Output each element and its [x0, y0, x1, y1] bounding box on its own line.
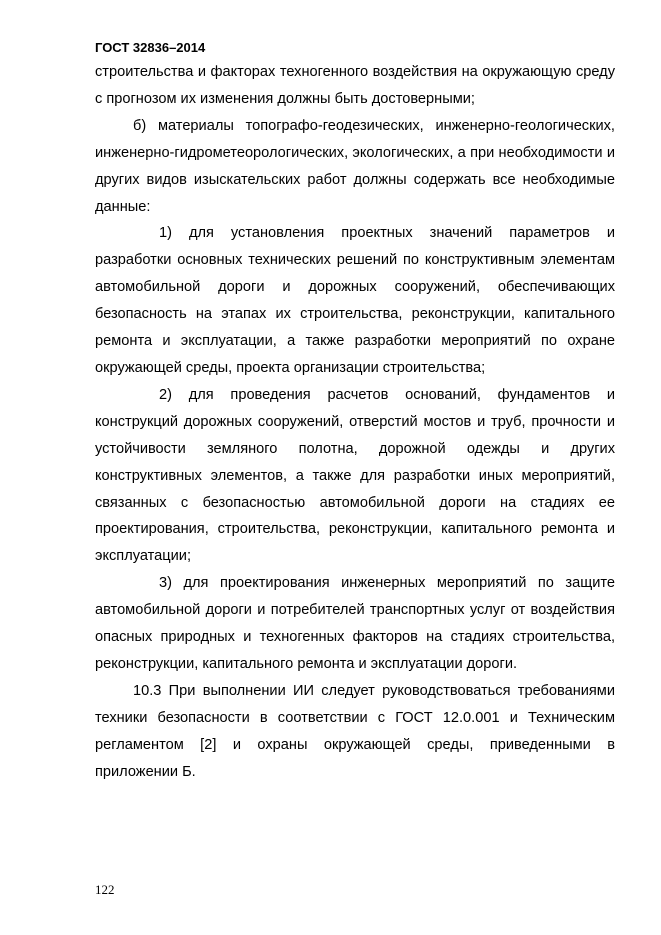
- document-header: ГОСТ 32836–2014: [95, 40, 206, 55]
- paragraph-subitem-1: 1) для установления проектных значений параметров и разработки основных технических решений по конструктивным элементам автомобильной дороги и дорожных сооружений, обеспечивающих безопасность на этапах их строительства, реконструкции, капитального ремонта и эксплуатации, а также разработки мероприятий по охране окружающей среды, проекта организации строительства;: [95, 225, 615, 376]
- paragraph-clause-10-3: 10.3 При выполнении ИИ следует руководствоваться требованиями техники безопасности в соответствии с ГОСТ 12.0.001 и Техническим регламентом [2] и охраны окружающей среды, приведенными в приложении Б.: [95, 682, 615, 780]
- paragraph-continuation: строительства и факторах техногенного воздействия на окружающую среду с прогнозом их изменения должны быть достоверными;: [95, 64, 615, 107]
- page-number: 122: [95, 882, 115, 897]
- paragraph-subitem-3: 3) для проектирования инженерных мероприятий по защите автомобильной дороги и потребителей транспортных услуг от воздействия опасных природных и техногенных факторов на стадиях строительства, реконструкции, капитального ремонта и эксплуатации дороги.: [95, 575, 615, 672]
- document-body: [95, 59, 615, 785]
- paragraph-item-b: б) материалы топографо-геодезических, инженерно-геологических, инженерно-гидрометеорологических, экологических, а при необходимости и других видов изыскательских работ должны содержать все необходимые данные:: [95, 117, 615, 215]
- paragraph-subitem-2: 2) для проведения расчетов оснований, фундаментов и конструкций дорожных сооружений, отверстий мостов и труб, прочности и устойчивости земляного полотна, дорожной одежды и других конструктивных элементов, а также для разработки иных мероприятий, связанных с безопасностью автомобильной дороги на стадиях ее проектирования, строительства, реконструкции, капитального ремонта и эксплуатации;: [95, 386, 615, 565]
